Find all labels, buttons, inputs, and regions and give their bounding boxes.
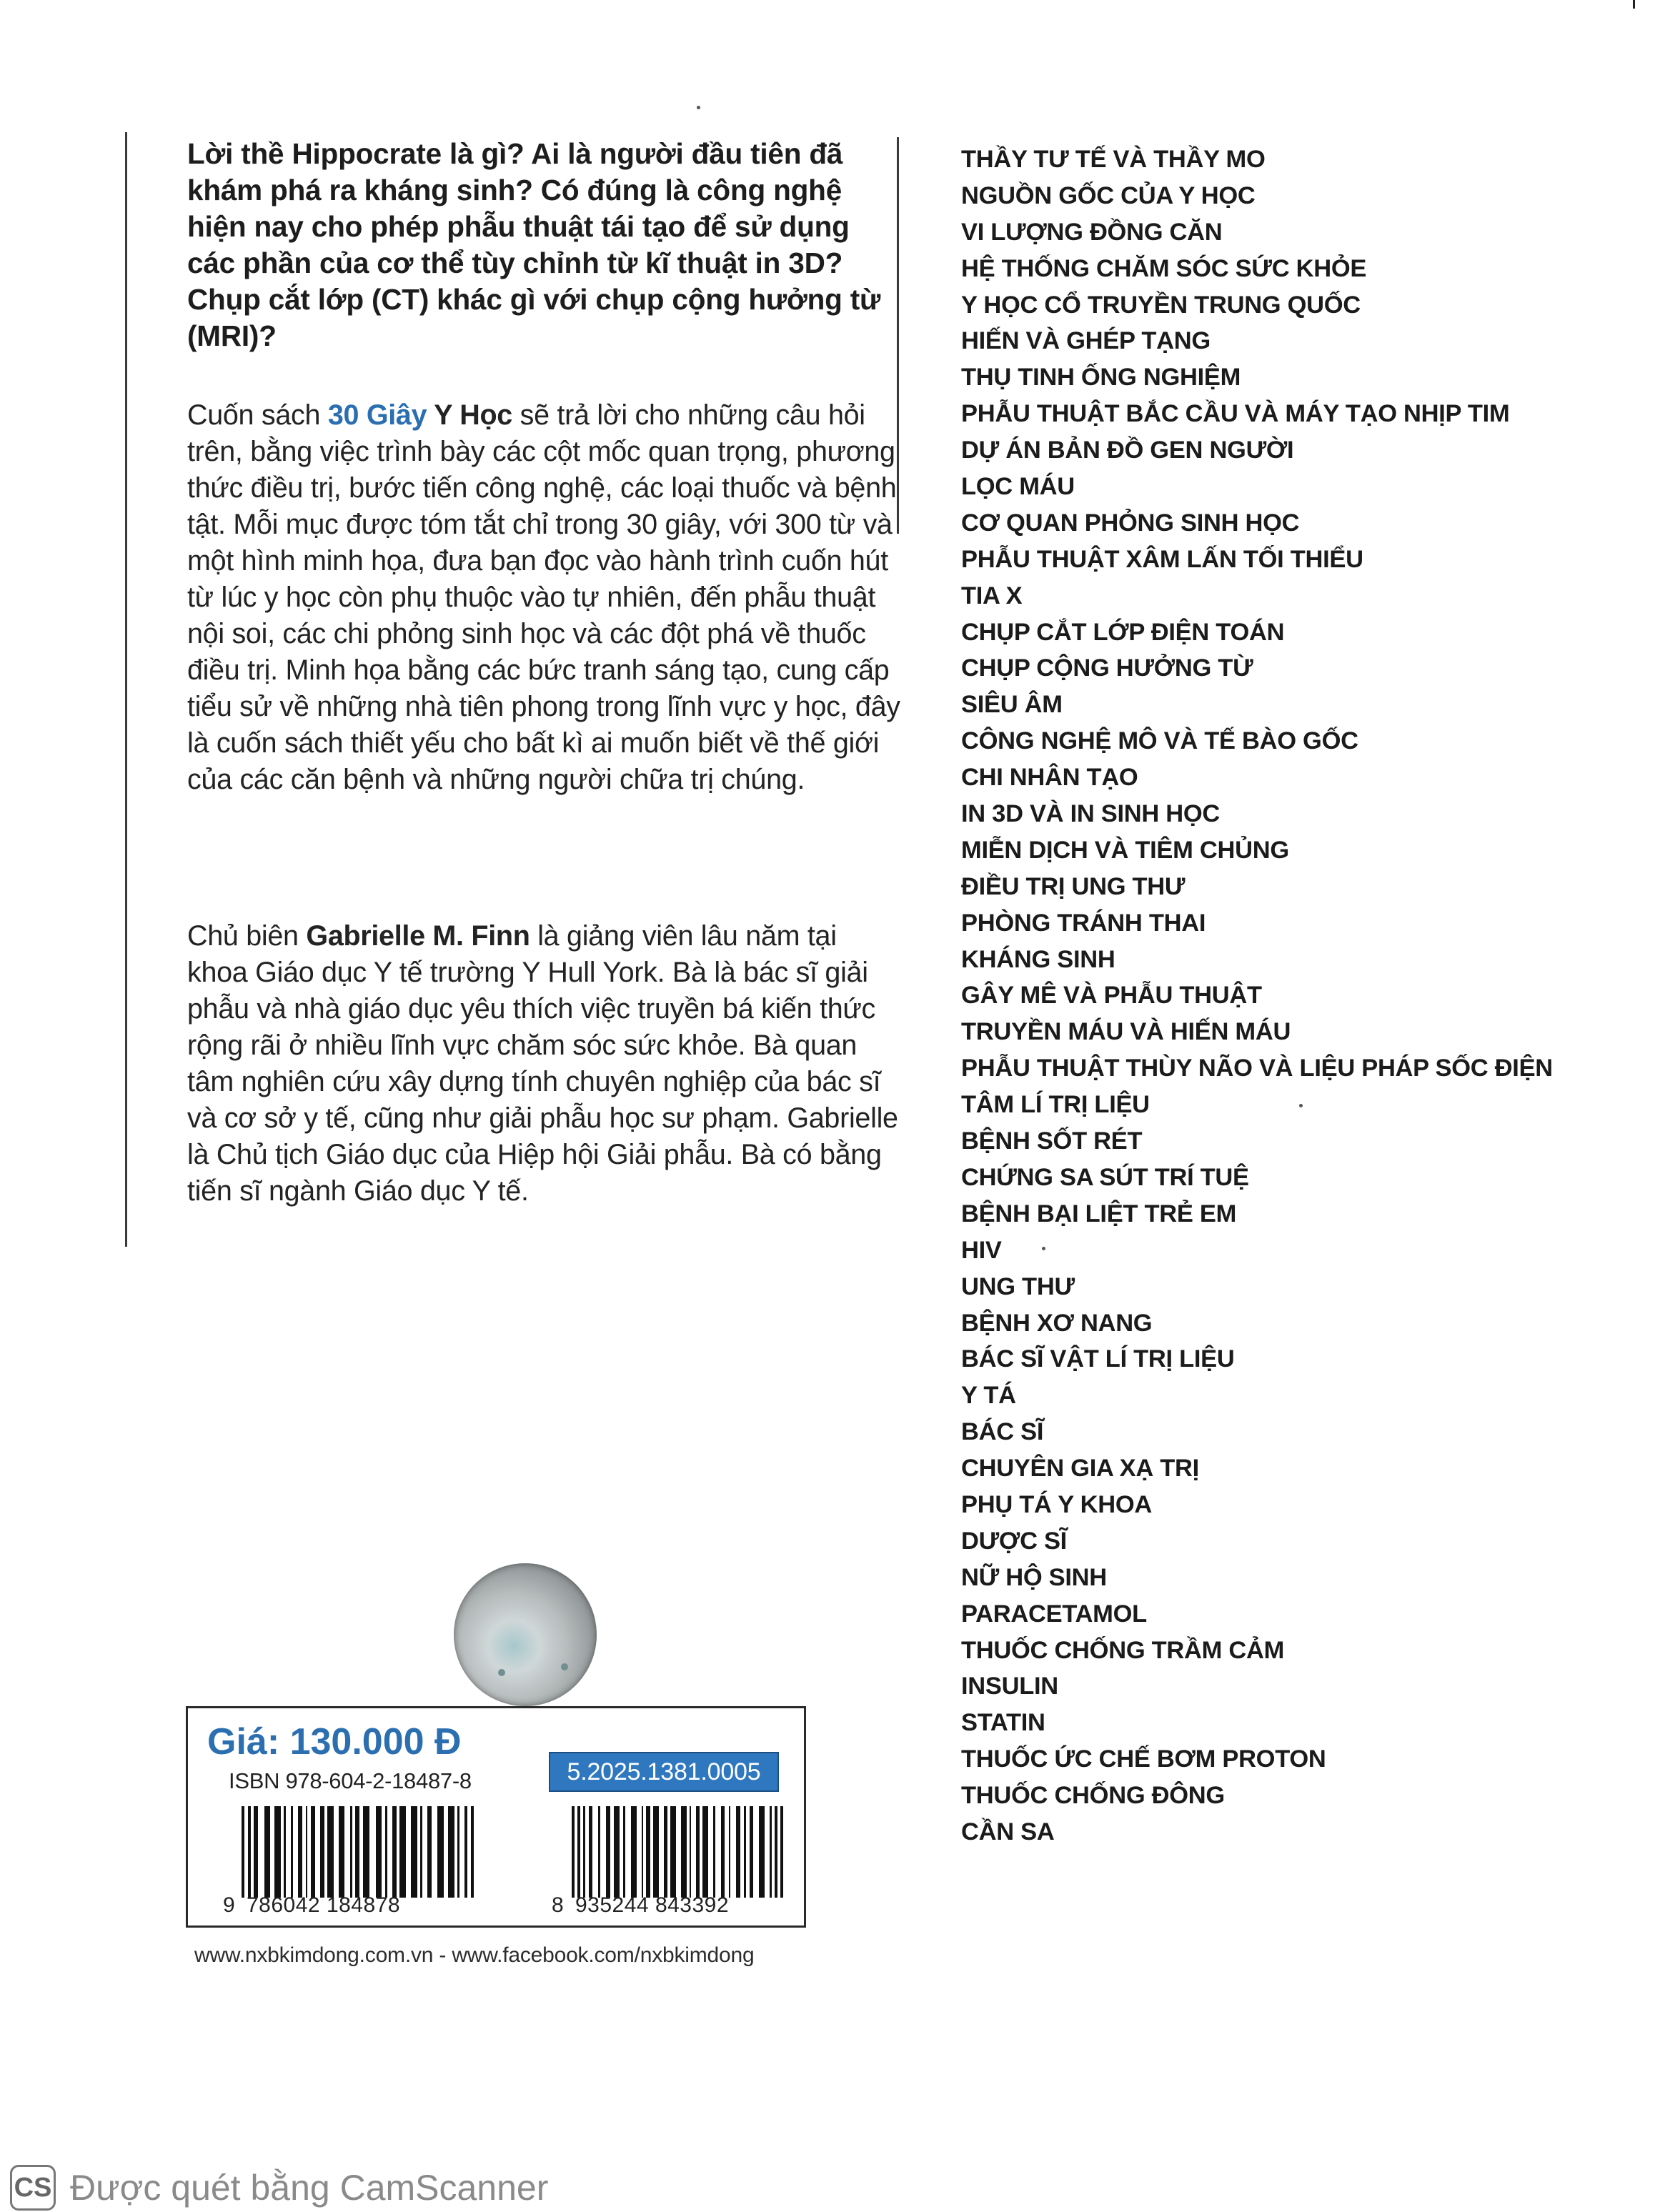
barcode-bar [708, 1806, 713, 1898]
topic-item: STATIN [961, 1709, 1045, 1737]
barcode-bar [315, 1806, 320, 1898]
topic-item: CẦN SA [961, 1818, 1055, 1845]
isbn-barcode-digits: 786042 184878 [247, 1893, 401, 1917]
sticker-dot [561, 1663, 568, 1670]
barcode-bar [681, 1806, 687, 1898]
barcode-bar [334, 1806, 339, 1898]
product-barcode-digits: 935244 843392 [575, 1893, 730, 1917]
scan-speck [1299, 1104, 1303, 1107]
topic-item: INSULIN [961, 1673, 1058, 1700]
barcode-bar [432, 1806, 438, 1898]
topic-item: VI LƯỢNG ĐỒNG CĂN [961, 218, 1223, 246]
author-text: là giảng viên lâu năm tại khoa Giáo dục Y tế trường Y Hull York. Bà là bác sĩ giải phẫu và nhà giáo dục yêu thích việc truyền bá kiến thức rộng rãi ở nhiều lĩnh vực chăm sóc sức khỏe. Bà quan tâm nghiên cứu xây dựng tính chuyên nghiệp của bác sĩ và cơ sở y tế, cũng như giải phẫu học sư phạm. Gabrielle là Chủ tịch Giáo dục của Hiệp hội Giải phẫu. Bà có bằng tiến sĩ ngành Giáo dục Y tế. [187, 920, 898, 1207]
camscanner-logo: CS [10, 2165, 56, 2211]
topic-item: BÁC SĨ VẬT LÍ TRỊ LIỆU [961, 1345, 1235, 1373]
barcode-bar [344, 1806, 349, 1898]
topic-item: NGUỒN GỐC CỦA Y HỌC [961, 181, 1256, 209]
topic-item: KHÁNG SINH [961, 945, 1115, 973]
barcode-bar [286, 1806, 291, 1898]
barcode-bar [676, 1806, 681, 1898]
barcode-bar [631, 1806, 637, 1898]
topic-list [961, 141, 1553, 1850]
barcode-bar [783, 1806, 786, 1898]
topic-item: BỆNH SỐT RÉT [961, 1127, 1143, 1155]
description-lead: Cuốn sách [187, 399, 328, 431]
barcode-bar [730, 1806, 736, 1898]
topic-item: CHỤP CẮT LỚP ĐIỆN TOÁN [961, 618, 1285, 646]
barcode-bar [637, 1806, 642, 1898]
camscanner-watermark: Được quét bằng CamScanner [70, 2168, 549, 2208]
topic-item: UNG THƯ [961, 1272, 1075, 1300]
barcode-bar [753, 1806, 759, 1898]
barcode-bar [592, 1806, 598, 1898]
topic-item: TRUYỀN MÁU VÀ HIẾN MÁU [961, 1018, 1291, 1046]
topic-item: CƠ QUAN PHỎNG SINH HỌC [961, 509, 1300, 537]
topic-item: HỆ THỐNG CHĂM SÓC SỨC KHỎE [961, 254, 1367, 282]
author-lead: Chủ biên [187, 920, 307, 952]
topic-item: PHÒNG TRÁNH THAI [961, 909, 1206, 937]
topic-item: HIẾN VÀ GHÉP TẠNG [961, 327, 1211, 355]
author-name: Gabrielle M. Finn [306, 920, 530, 952]
barcode-bar [264, 1806, 271, 1898]
topic-item: PHẪU THUẬT BẮC CẦU VÀ MÁY TẠO NHỊP TIM [961, 400, 1510, 428]
barcode-bar [448, 1806, 454, 1898]
topic-item: CHUYÊN GIA XẠ TRỊ [961, 1455, 1199, 1483]
book-title-30-giay: 30 Giây [327, 399, 427, 431]
barcode-bar [411, 1806, 417, 1898]
topic-item: CHI NHÂN TẠO [961, 764, 1138, 792]
barcode-bar [387, 1806, 392, 1898]
topic-item: CHỨNG SA SÚT TRÍ TUỆ [961, 1163, 1249, 1191]
topic-item: Y HỌC CỔ TRUYỀN TRUNG QUỐC [961, 291, 1361, 319]
isbn-barcode [242, 1806, 477, 1898]
price-label: Giá: 130.000 Đ [207, 1721, 462, 1763]
product-barcode [572, 1806, 786, 1898]
topic-item: PHẪU THUẬT XÂM LẤN TỐI THIỂU [961, 545, 1363, 573]
topic-item: BỆNH XƠ NANG [961, 1309, 1153, 1337]
barcode-bar [339, 1806, 345, 1898]
topic-item: MIỄN DỊCH VÀ TIÊM CHỦNG [961, 836, 1289, 864]
barcode-bar [376, 1806, 382, 1898]
topic-item: CHỤP CỘNG HƯỞNG TỪ [961, 654, 1253, 682]
topic-item: DỰ ÁN BẢN ĐỒ GEN NGƯỜI [961, 437, 1294, 464]
barcode-bar [765, 1806, 770, 1898]
topic-item: HIV [961, 1236, 1002, 1264]
barcode-bar [406, 1806, 411, 1898]
sticker-dot [498, 1669, 505, 1676]
topic-item: THỤ TINH ỐNG NGHIỆM [961, 364, 1241, 392]
barcode-bar [363, 1806, 369, 1898]
topic-item: BÁC SĨ [961, 1418, 1044, 1446]
topic-item: NỮ HỘ SINH [961, 1563, 1107, 1591]
topic-item: THẦY TƯ TẾ VÀ THẦY MO [961, 146, 1266, 173]
topic-item: CÔNG NGHỆ MÔ VÀ TẾ BÀO GỐC [961, 727, 1358, 755]
hologram-sticker [454, 1563, 597, 1706]
barcode-bar [614, 1806, 620, 1898]
barcode-bar [702, 1806, 708, 1898]
topic-item: THUỐC ỨC CHẾ BƠM PROTON [961, 1745, 1326, 1773]
topic-item: IN 3D VÀ IN SINH HỌC [961, 800, 1221, 828]
topic-item: THUỐC CHỐNG ĐÔNG [961, 1782, 1225, 1810]
barcode-bar [659, 1806, 664, 1898]
topic-item: TIA X [961, 582, 1023, 609]
isbn-text: ISBN 978-604-2-18487-8 [229, 1768, 472, 1793]
topic-item: SIÊU ÂM [961, 691, 1063, 719]
topic-item: BỆNH BẠI LIỆT TRẺ EM [961, 1200, 1237, 1227]
barcode-bar [600, 1806, 606, 1898]
scan-speck [1042, 1247, 1045, 1250]
left-vertical-rule [125, 132, 127, 1247]
topic-item: ĐIỀU TRỊ UNG THƯ [961, 872, 1186, 900]
barcode-bar [258, 1806, 264, 1898]
barcode-bar [437, 1806, 444, 1898]
barcode-bar [653, 1806, 659, 1898]
barcode-bar [399, 1806, 406, 1898]
topic-item: TÂM LÍ TRỊ LIỆU [961, 1091, 1150, 1119]
topic-item: THUỐC CHỐNG TRẦM CẢM [961, 1636, 1285, 1664]
topic-item: DƯỢC SĨ [961, 1527, 1067, 1555]
book-title-y-hoc: Y Học [427, 399, 512, 431]
topic-item: PHẪU THUẬT THÙY NÃO VÀ LIỆU PHÁP SỐC ĐIỆN [961, 1055, 1553, 1082]
barcode-bar [422, 1806, 427, 1898]
product-code: 5.2025.1381.0005 [549, 1752, 779, 1792]
barcode-bar [715, 1806, 721, 1898]
barcode-bar [274, 1806, 281, 1898]
barcode-bar [670, 1806, 676, 1898]
barcode-bar [474, 1806, 477, 1898]
topic-item: Y TÁ [961, 1382, 1016, 1410]
scan-speck [697, 106, 700, 109]
barcode-bar [691, 1806, 696, 1898]
topic-item: PHỤ TÁ Y KHOA [961, 1490, 1153, 1518]
barcode-bar [327, 1806, 334, 1898]
barcode-bar [759, 1806, 765, 1898]
intro-question: Lời thề Hippocrate là gì? Ai là người đầu tiên đã khám phá ra kháng sinh? Có đúng là công nghệ hiện nay cho phép phẫu thuật tái tạo để sử dụng các phần của cơ thể tùy chỉnh từ kĩ thuật in 3D? Chụp cắt lớp (CT) khác gì với chụp cộng hưởng từ (MRI)? [187, 137, 881, 352]
isbn-barcode-lead-digit: 9 [223, 1893, 235, 1917]
topic-item: PARACETAMOL [961, 1600, 1147, 1628]
top-edge-mark [1633, 0, 1635, 9]
barcode-bar [369, 1806, 376, 1898]
product-barcode-lead-digit: 8 [552, 1893, 564, 1917]
author-bio [187, 918, 902, 1210]
barcode-bar [459, 1806, 464, 1898]
topic-item: LỌC MÁU [961, 473, 1075, 501]
barcode-bar [293, 1806, 298, 1898]
topic-item: GÂY MÊ VÀ PHẪU THUẬT [961, 982, 1262, 1010]
website-links: www.nxbkimdong.com.vn - www.facebook.com/nxbkimdong [194, 1943, 755, 1967]
book-description [187, 397, 902, 798]
barcode-bar [625, 1806, 631, 1898]
description-text: sẽ trả lời cho những câu hỏi trên, bằng việc trình bày các cột mốc quan trọng, phương thức điều trị, bước tiến công nghệ, các loại thuốc và bệnh tật. Mỗi mục được tóm tắt chỉ trong 30 giây, với 300 từ và một hình minh họa, đưa bạn đọc vào hành trình cuốn hút từ lúc y học còn phụ thuộc vào tự nhiên, đến phẫu thuật nội soi, các chi phỏng sinh học và các đột phá về thuốc điều trị. Minh họa bằng các bức tranh sáng tạo, cung cấp tiểu sử về những nhà tiên phong trong lĩnh vực y học, đây là cuốn sách thiết yếu cho bất kì ai muốn biết về thế giới của các căn bệnh và những người chữa trị chúng. [187, 399, 900, 795]
